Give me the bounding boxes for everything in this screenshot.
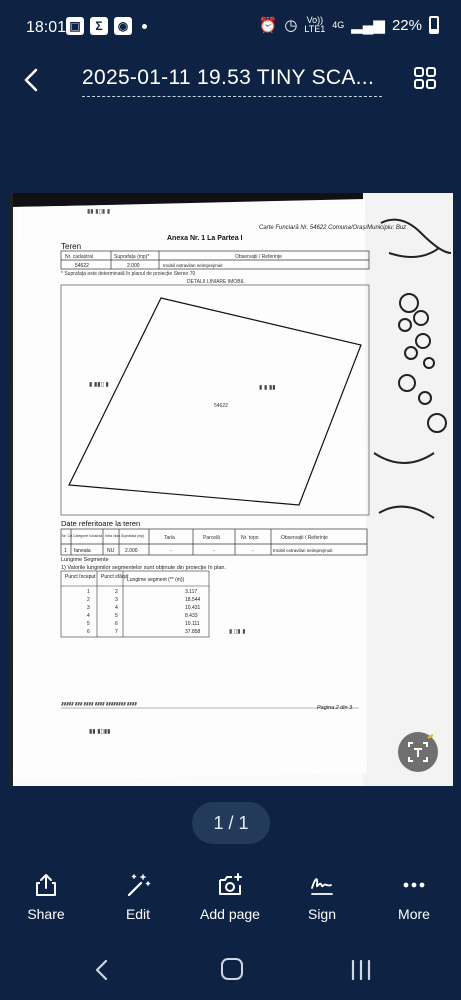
share-button[interactable] (0, 872, 92, 942)
document-title[interactable]: 2025-01-11 19.53 TINY SCA... (82, 66, 382, 97)
more-notifications-dot (142, 24, 147, 29)
svg-text:3: 3 (87, 605, 90, 611)
date-header-3: Suprafața (mp) (121, 534, 145, 538)
date-cell-0: 1 (64, 548, 67, 554)
sigma-app-icon: Σ (90, 17, 108, 35)
volte-indicator: Vo)) LTE1 (304, 15, 326, 34)
svg-text:6: 6 (115, 621, 118, 627)
svg-text:▮▮ ▮▯▮▮: ▮▮ ▮▯▮▮ (89, 729, 111, 735)
date-cell-6: - (252, 548, 254, 554)
svg-text:7: 7 (115, 629, 118, 635)
share-label: Share (27, 906, 65, 922)
signature-icon (309, 872, 335, 898)
svg-text:3.117: 3.117 (185, 589, 198, 595)
date-header-1: Categorie folosință (73, 534, 103, 538)
more-button[interactable] (368, 872, 460, 942)
header-right-text: Carte Funciară Nr. 54622 Comuna/Oraș/Municipiu: Buz (259, 225, 407, 231)
clock-icon: ◷ (284, 17, 298, 34)
date-header-2: Intra vilan (105, 534, 121, 538)
svg-text:▮ ▮▮▯ ▮: ▮ ▮▮▯ ▮ (89, 382, 109, 388)
text-scan-icon (398, 732, 438, 772)
svg-text:18.544: 18.544 (185, 597, 201, 603)
date-header-4: Tarla (164, 535, 175, 541)
status-bar (0, 0, 461, 56)
briefcase-icon: ▣ (66, 17, 84, 35)
svg-text:3: 3 (115, 597, 118, 603)
date-header-5: Parcelă (203, 535, 220, 541)
signal-icon: ▂▄▆ (351, 17, 385, 34)
document-image (9, 193, 453, 786)
segment-header-0: Punct început (65, 574, 96, 580)
svg-text:1: 1 (87, 589, 90, 595)
eye-app-icon: ◉ (114, 17, 132, 35)
date-header-0: Nr. Crt (62, 534, 73, 538)
parcel-label: 54622 (214, 403, 228, 409)
clock: 18:01 (26, 19, 67, 36)
svg-text:▮ ▯▮ ▮: ▮ ▯▮ ▮ (229, 629, 246, 635)
sign-label: Sign (307, 906, 337, 922)
date-cell-4: - (170, 548, 172, 554)
add-page-label: Add page (200, 906, 260, 922)
page-grid-icon[interactable] (413, 66, 437, 90)
svg-text:10.431: 10.431 (185, 605, 201, 611)
svg-text:37.858: 37.858 (185, 629, 201, 635)
section-date: Date referitoare la teren (61, 519, 141, 528)
segments-note: 1) Valorile lungimilor segmentelor sunt obținute din proiecție în plan. (61, 565, 226, 571)
scanned-document-page[interactable] (9, 193, 453, 786)
nav-back-icon[interactable] (92, 957, 112, 983)
bottom-toolbar (0, 872, 461, 942)
date-cell-7: Imobil extravilan neimprejmuit (273, 548, 333, 553)
svg-text:4: 4 (115, 605, 118, 611)
svg-text:5: 5 (87, 621, 90, 627)
more-dots-icon (401, 872, 427, 898)
system-navigation-bar (0, 945, 461, 1000)
more-label: More (398, 906, 430, 922)
nav-home-icon[interactable] (221, 958, 243, 980)
teren-cell-0: 54622 (75, 263, 89, 269)
alarm-icon: ⏰ (258, 17, 278, 34)
footer-page: Pagina 2 din 3 (317, 705, 353, 711)
svg-text:10.111: 10.111 (185, 621, 200, 627)
network-type: 4G (332, 19, 345, 30)
battery-icon (429, 16, 439, 34)
section-teren: Teren (61, 242, 82, 251)
teren-header-2: Observații / Referințe (235, 254, 282, 260)
date-cell-3: 2.000 (125, 548, 138, 554)
teren-header-1: Suprafața (mp)* (114, 254, 150, 260)
battery-percent: 22% (391, 16, 422, 34)
segments-title: Lungime Segmente (61, 557, 109, 563)
svg-text:5: 5 (115, 613, 118, 619)
app-bar (0, 56, 461, 112)
magic-wand-icon (125, 872, 151, 898)
teren-cell-1: 2.000 (127, 263, 140, 269)
sign-button[interactable] (276, 872, 368, 942)
svg-text:▮▮ ▮▯▮ ▮: ▮▮ ▮▯▮ ▮ (87, 209, 111, 215)
date-header-6: Nr. topo (241, 535, 259, 541)
teren-header-0: Nr. cadastral (65, 254, 94, 260)
date-cell-2: NU (107, 548, 115, 554)
back-arrow-icon[interactable] (18, 64, 46, 96)
system-status (259, 16, 439, 34)
edit-button[interactable] (92, 872, 184, 942)
note-text: * Suprafața este determinată în planul de proiecție Stereo 70 (61, 271, 196, 277)
date-cell-5: - (213, 548, 215, 554)
notification-icons (66, 17, 147, 35)
svg-text:6: 6 (87, 629, 90, 635)
svg-text:▮ ▮ ▮▮: ▮ ▮ ▮▮ (259, 385, 276, 391)
svg-text:8.433: 8.433 (185, 613, 198, 619)
scan-text-button[interactable] (398, 732, 438, 772)
date-header-7: Observații / Referințe (281, 535, 328, 541)
svg-text:2: 2 (115, 589, 118, 595)
add-page-button[interactable] (184, 872, 276, 942)
page-indicator: 1 / 1 (192, 802, 270, 844)
date-cell-1: faneata (74, 548, 91, 554)
plan-title: DETALII LINIARE IMOBIL (187, 279, 245, 285)
segment-header-1: Punct sfârșit (101, 574, 129, 580)
share-icon (33, 872, 59, 898)
teren-cell-2: Imobil extravilan neimprejmuit (163, 263, 223, 268)
nav-recent-apps-icon[interactable] (350, 958, 372, 982)
segment-header-2: Lungime segment (** (m)) (127, 577, 185, 583)
svg-text:4: 4 (87, 613, 90, 619)
svg-text:▮▮▮▮▮ ▮▮▮ ▮▮▮▮ ▮▮▮▮ ▮▮▮▮▮▮▮▮ ▮: ▮▮▮▮▮ ▮▮▮ ▮▮▮▮ ▮▮▮▮ ▮▮▮▮▮▮▮▮ ▮▮▮▮ (61, 701, 137, 706)
add-photo-icon (217, 872, 243, 898)
annex-title: Anexa Nr. 1 La Partea I (167, 235, 243, 242)
edit-label: Edit (125, 906, 151, 922)
svg-text:2: 2 (87, 597, 90, 603)
